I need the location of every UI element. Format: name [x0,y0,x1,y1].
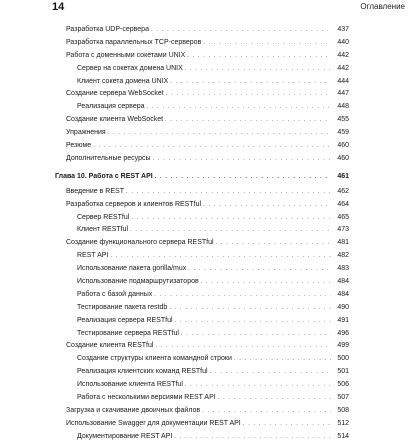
toc-entry [55,237,349,250]
toc-entry [55,24,349,37]
toc-entry-page-number: 465 [337,213,349,221]
toc-entry-title: Работа с доменными сокетами UNIX [66,51,186,59]
toc-entry [55,289,349,302]
toc-entry-title: Тестирование пакета restdb [77,303,168,311]
toc-entry [55,392,349,405]
dot-leader [185,63,331,76]
toc-entry-page-number: 507 [337,394,349,402]
dot-leader [175,315,331,328]
toc-entry-title: Использование клиента RESTful [77,381,183,389]
dot-leader [131,212,331,225]
toc-entry-page-number: 514 [337,432,349,440]
toc-entry [55,114,349,127]
toc-entry-page-number: 448 [337,103,349,111]
toc-entry-title: Клиент сокета домена UNIX [77,77,169,85]
toc-entry-page-number: 484 [337,290,349,298]
toc-entry-title: Разработка параллельных TCP-серверов [66,38,202,46]
toc-entry [55,199,349,212]
toc-entry-page-number: 506 [337,381,349,389]
toc-entry [55,379,349,392]
toc-entry-title: Использование подмаршрутизаторов [77,278,199,286]
dot-leader [181,328,331,341]
dot-leader [203,37,331,50]
dot-leader [147,101,331,114]
toc-entry [55,212,349,225]
toc-entry [55,153,349,166]
toc-entry-page-number: 462 [337,187,349,195]
toc-entry-title: Создание структуры клиента командной строки [77,355,232,363]
toc-entry-title: REST API [77,252,109,260]
toc-entry-page-number: 440 [337,38,349,46]
toc-entry-title: Работа с базой данных [77,290,153,298]
toc-entry [55,276,349,289]
toc-entry-page-number: 499 [337,342,349,350]
toc-entry-title: Дополнительные ресурсы [66,154,151,162]
toc-entry-title: Реализация сервера RESTful [77,316,173,324]
toc-entry-title: Создание функционального сервера RESTful [66,239,214,247]
dot-leader [153,153,332,166]
dot-leader [201,276,331,289]
dot-leader [108,127,331,140]
toc-entry-title: Сервер на сокетах домена UNIX [77,64,183,72]
toc-entry [55,37,349,50]
toc-entry-page-number: 500 [337,355,349,363]
dot-leader [154,289,331,302]
toc-entry-page-number: 490 [337,303,349,311]
toc-entry-title: Реализация клиентских команд RESTful [77,368,208,376]
dot-leader [110,250,331,263]
toc-entry-title: Использование пакета gorilla/mux [77,265,187,273]
dot-leader [169,302,331,315]
toc-entry-page-number: 483 [337,265,349,273]
toc-entry [55,315,349,328]
toc-entry-title: Создание сервера WebSocket [66,90,164,98]
toc-entry-title: Создание клиента RESTful [66,342,154,350]
toc-entry-title: Резюме [66,142,92,150]
toc-entry-title: Документирование REST API [77,432,173,440]
toc-entry [55,353,349,366]
dot-leader [203,199,331,212]
toc-entry [55,340,349,353]
table-of-contents [55,24,349,444]
toc-entry-title: Глава 10. Работа с REST API [55,172,153,180]
dot-leader [185,379,331,392]
toc-entry-page-number: 501 [337,368,349,376]
toc-entry-page-number: 508 [337,406,349,414]
toc-entry-title: Загрузка и скачивание двоичных файлов [66,406,201,414]
toc-entry-title: Создание клиента WebSocket [66,116,164,124]
toc-entry-page-number: 481 [337,239,349,247]
toc-entry-title: Клиент RESTful [77,226,129,234]
running-title: Оглавление [360,2,405,11]
toc-entry-page-number: 461 [337,172,349,180]
toc-entry-page-number: 459 [337,129,349,137]
toc-entry-page-number: 447 [337,90,349,98]
toc-entry-title: Реализация сервера [77,103,145,111]
dot-leader [174,431,331,444]
dot-leader [130,224,331,237]
toc-entry [55,76,349,89]
toc-entry-title: Тестирование сервера RESTful [77,329,179,337]
toc-entry-page-number: 496 [337,329,349,337]
toc-entry [55,405,349,418]
toc-entry [55,50,349,63]
toc-entry-page-number: 460 [337,142,349,150]
dot-leader [218,392,331,405]
page-number: 14 [52,1,65,13]
toc-entry-page-number: 442 [337,51,349,59]
dot-leader [155,340,331,353]
toc-entry-title: Разработка UDP-сервера [66,26,149,33]
toc-entry-page-number: 482 [337,252,349,260]
toc-entry-title: Работа с несколькими версиями REST API [77,394,216,402]
toc-entry-page-number: 512 [337,419,349,427]
toc-entry [55,250,349,263]
toc-entry-title: Сервер RESTful [77,213,130,221]
dot-leader [216,237,331,250]
toc-entry-page-number: 437 [337,26,349,33]
toc-entry-title: Введение в REST [66,187,124,195]
toc-entry [55,186,349,199]
toc-entry [55,263,349,276]
dot-leader [155,169,331,185]
toc-entry [55,63,349,76]
toc-entry [55,302,349,315]
toc-entry-page-number: 484 [337,278,349,286]
dot-leader [151,24,331,37]
toc-entry-page-number: 442 [337,64,349,72]
toc-entry [55,224,349,237]
dot-leader [170,76,331,89]
toc-entry [55,127,349,140]
dot-leader [210,366,331,379]
toc-entry-page-number: 455 [337,116,349,124]
dot-leader [234,353,331,366]
toc-entry-title: Использование Swagger для документации REST API [66,419,241,427]
toc-entry-page-number: 464 [337,200,349,208]
toc-entry [55,88,349,101]
dot-leader [165,114,331,127]
toc-entry-title: Упражнения [66,129,106,137]
toc-chapter-entry [55,169,349,185]
toc-entry-page-number: 460 [337,154,349,162]
toc-entry [55,431,349,444]
toc-entry-title: Разработка серверов и клиентов RESTful [66,200,202,208]
dot-leader [166,88,331,101]
toc-entry [55,140,349,153]
dot-leader [93,140,331,153]
toc-entry [55,328,349,341]
dot-leader [187,50,331,63]
toc-entry-page-number: 444 [337,77,349,85]
toc-entry-page-number: 491 [337,316,349,324]
toc-entry [55,101,349,114]
toc-entry [55,366,349,379]
dot-leader [126,186,331,199]
dot-leader [202,405,331,418]
toc-entry-page-number: 473 [337,226,349,234]
dot-leader [188,263,331,276]
